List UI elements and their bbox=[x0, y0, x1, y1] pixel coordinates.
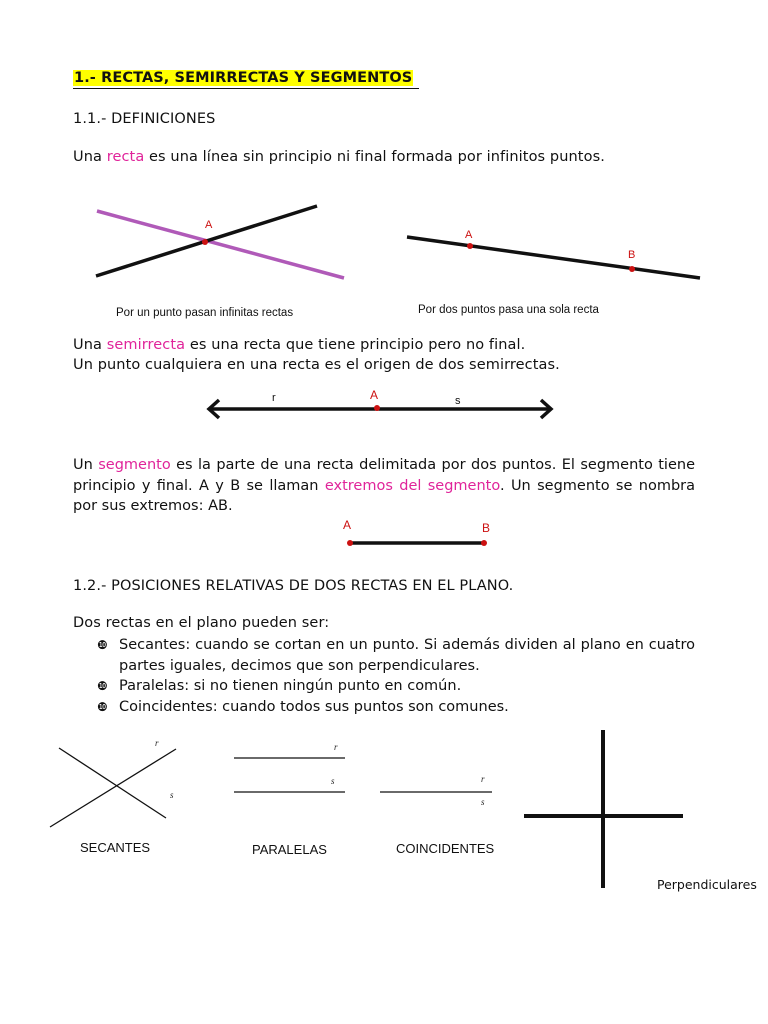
recta-pre: Una bbox=[73, 149, 107, 165]
section-heading-posiciones: 1.2.- POSICIONES RELATIVAS DE DOS RECTAS EN EL PLANO. bbox=[73, 578, 514, 594]
coincidentes-label-r: r bbox=[481, 774, 485, 784]
semirrecta-line2: Un punto cualquiera en una recta es el origen de dos semirrectas. bbox=[73, 357, 560, 373]
label-r: r bbox=[272, 392, 276, 404]
section-heading-definiciones: 1.1.- DEFINICIONES bbox=[73, 111, 216, 127]
title-highlight: 1.- RECTAS, SEMIRRECTAS Y SEGMENTOS bbox=[74, 70, 413, 86]
caption-secantes: SECANTES bbox=[80, 840, 151, 855]
segment-label-b: B bbox=[482, 521, 491, 535]
paralelas-label-s: s bbox=[331, 776, 335, 786]
segment-label-a: A bbox=[343, 518, 352, 532]
segmento-term: segmento bbox=[98, 457, 171, 473]
caption-coincidentes: COINCIDENTES bbox=[396, 841, 495, 856]
recta-term: recta bbox=[106, 149, 145, 165]
segmento-extremos-term: extremos del segmento bbox=[324, 477, 500, 494]
segmento-pre: Un bbox=[73, 457, 99, 473]
caption-perpendiculares: Perpendiculares bbox=[657, 877, 757, 892]
bullet-paralelas: Paralelas: si no tienen ningún punto en común. bbox=[119, 678, 462, 694]
point-b2-label: B bbox=[628, 249, 636, 261]
coincidentes-label-s: s bbox=[481, 797, 485, 807]
semirrecta-term: semirrecta bbox=[106, 337, 186, 353]
posiciones-intro: Dos rectas en el plano pueden ser: bbox=[73, 615, 330, 631]
secantes-label-r: r bbox=[155, 738, 159, 748]
secantes-line-r bbox=[50, 749, 176, 827]
paralelas-label-r: r bbox=[334, 742, 338, 752]
point-a2-label: A bbox=[465, 229, 473, 241]
segmento-mid: es la parte de una recta delimitada por dos puntos. El segmento tiene principio y final. A y B se llaman bbox=[73, 457, 695, 494]
segmento-post: . Un segmento se nombra por sus extremos: AB. bbox=[73, 477, 696, 514]
label-origin-a: A bbox=[370, 388, 379, 402]
bullet-secantes: Secantes: cuando se cortan en un punto. Si además dividen al plano en cuatro partes iguales, decimos que son perpendiculares. bbox=[119, 637, 695, 674]
caption-paralelas: PARALELAS bbox=[252, 842, 327, 857]
point-a-label: A bbox=[205, 219, 213, 231]
recta-post: es una línea sin principio ni final formada por infinitos puntos. bbox=[144, 149, 605, 165]
semirrecta-post: es una recta que tiene principio pero no final. bbox=[185, 337, 526, 353]
secantes-label-s: s bbox=[170, 790, 174, 800]
semirrecta-pre: Una bbox=[73, 337, 107, 353]
bullet-coincidentes: Coincidentes: cuando todos sus puntos son comunes. bbox=[119, 698, 509, 715]
bullet-icon: ❿ bbox=[97, 638, 108, 652]
caption-one-line: Por dos puntos pasa una sola recta bbox=[418, 304, 599, 316]
caption-infinite-lines: Por un punto pasan infinitas rectas bbox=[116, 307, 294, 319]
label-s: s bbox=[455, 395, 461, 407]
secantes-line-s bbox=[59, 748, 166, 818]
bullet-icon: ❿ bbox=[97, 699, 108, 714]
bullet-icon: ❿ bbox=[97, 679, 108, 693]
